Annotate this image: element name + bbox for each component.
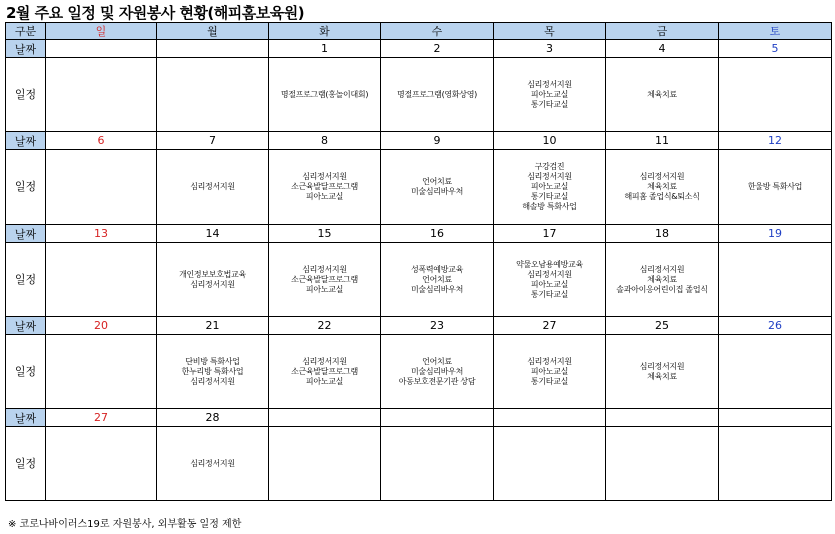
schedule-cell-thu bbox=[494, 427, 606, 501]
schedule-label: 일정 bbox=[6, 427, 46, 501]
schedule-item: 피아노교실 bbox=[305, 376, 344, 386]
schedule-cell-tue bbox=[269, 58, 381, 132]
schedule-item: 심리정서지원 bbox=[527, 269, 572, 279]
schedule-cell-sat bbox=[719, 243, 832, 317]
date-cell-sat: 19 bbox=[719, 225, 832, 243]
date-cell-mon: 28 bbox=[157, 409, 269, 427]
schedule-label: 일정 bbox=[6, 58, 46, 132]
schedule-item: 명절프로그램(홍놀이대회) bbox=[280, 89, 369, 99]
date-cell-fri: 4 bbox=[606, 40, 719, 58]
date-label: 날짜 bbox=[6, 409, 46, 427]
date-cell-wed: 16 bbox=[381, 225, 494, 243]
schedule-cell-mon bbox=[157, 150, 269, 225]
header-day-tue: 화 bbox=[269, 23, 381, 40]
date-cell-fri: 18 bbox=[606, 225, 719, 243]
schedule-item: 통기타교실 bbox=[530, 376, 569, 386]
date-cell-tue bbox=[269, 409, 381, 427]
header-day-thu: 목 bbox=[494, 23, 606, 40]
date-cell-sun: 27 bbox=[46, 409, 157, 427]
schedule-item: 구강검진 bbox=[534, 162, 565, 171]
schedule-item: 피아노교실 bbox=[530, 366, 569, 376]
schedule-item: 심리정서지원 bbox=[639, 172, 685, 181]
date-cell-thu: 27 bbox=[494, 317, 606, 335]
date-cell-sun: 13 bbox=[46, 225, 157, 243]
header-row bbox=[6, 23, 832, 40]
schedule-cell-sun bbox=[46, 150, 157, 225]
schedule-item: 소근육발달프로그램 bbox=[291, 182, 358, 191]
schedule-item: 통기타교실 bbox=[530, 289, 569, 299]
schedule-cell-wed bbox=[381, 243, 494, 317]
date-cell-sun: 20 bbox=[46, 317, 157, 335]
schedule-cell-tue bbox=[269, 335, 381, 409]
date-cell-mon bbox=[157, 40, 269, 58]
date-cell-mon: 7 bbox=[157, 132, 269, 150]
schedule-item: 한울방 특화사업 bbox=[747, 182, 803, 191]
header-day-mon: 월 bbox=[157, 23, 269, 40]
date-cell-tue: 8 bbox=[269, 132, 381, 150]
date-label: 날짜 bbox=[6, 317, 46, 335]
schedule-cell-fri bbox=[606, 335, 719, 409]
schedule-item: 심리정서지원 bbox=[527, 172, 572, 181]
header-day-sat: 토 bbox=[719, 23, 832, 40]
schedule-cell-fri bbox=[606, 427, 719, 501]
schedule-item: 약물오남용예방교육 bbox=[516, 259, 583, 269]
date-label: 날짜 bbox=[6, 132, 46, 150]
date-cell-wed bbox=[381, 409, 494, 427]
schedule-cell-sat bbox=[719, 58, 832, 132]
schedule-item: 심리정서지원 bbox=[190, 458, 235, 468]
schedule-item: 언어치료 bbox=[422, 177, 452, 186]
date-cell-thu: 3 bbox=[494, 40, 606, 58]
page-title: 2월 주요 일정 및 자원봉사 현황(해피홈보육원) bbox=[6, 4, 305, 22]
schedule-item: 심리정서지원 bbox=[527, 356, 572, 366]
schedule-item: 심리정서지원 bbox=[302, 172, 347, 181]
header-day-sun: 일 bbox=[46, 23, 157, 40]
schedule-item: 체육치료 bbox=[647, 274, 677, 284]
schedule-item: 체육치료 bbox=[647, 182, 677, 191]
date-cell-thu: 10 bbox=[494, 132, 606, 150]
schedule-item: 피아노교실 bbox=[530, 89, 569, 99]
schedule-cell-tue bbox=[269, 150, 381, 225]
date-cell-mon: 14 bbox=[157, 225, 269, 243]
schedule-item: 피아노교실 bbox=[305, 284, 344, 294]
footnote: ※ 코로나바이러스19로 자원봉사, 외부활동 일정 제한 bbox=[8, 519, 242, 530]
schedule-item: 해솔방 특화사업 bbox=[522, 202, 577, 211]
date-cell-wed: 9 bbox=[381, 132, 494, 150]
header-day-wed: 수 bbox=[381, 23, 494, 40]
schedule-item: 소근육발달프로그램 bbox=[291, 366, 358, 376]
schedule-item: 심리정서지원 bbox=[190, 279, 235, 289]
schedule-cell-sat bbox=[719, 427, 832, 501]
schedule-cell-sat bbox=[719, 150, 832, 225]
schedule-item: 아동보호전문기관 상담 bbox=[398, 376, 476, 386]
date-row bbox=[6, 409, 832, 427]
schedule-cell-mon bbox=[157, 427, 269, 501]
schedule-item: 언어치료 bbox=[422, 274, 452, 284]
schedule-item: 심리정서지원 bbox=[190, 376, 235, 386]
schedule-cell-thu bbox=[494, 243, 606, 317]
date-label: 날짜 bbox=[6, 225, 46, 243]
schedule-item: 미술심리바우처 bbox=[411, 366, 463, 376]
schedule-item: 단비방 특화사업 bbox=[185, 356, 240, 366]
date-cell-tue: 15 bbox=[269, 225, 381, 243]
schedule-cell-sun bbox=[46, 427, 157, 501]
schedule-item: 성폭력예방교육 bbox=[411, 264, 463, 274]
schedule-item: 소근육발달프로그램 bbox=[291, 274, 358, 284]
schedule-item: 체육치료 bbox=[647, 371, 677, 381]
schedule-item: 명절프로그램(영화상영) bbox=[397, 89, 477, 99]
date-cell-wed: 2 bbox=[381, 40, 494, 58]
schedule-row bbox=[6, 243, 832, 317]
schedule-item: 미술심리바우처 bbox=[411, 284, 463, 294]
date-cell-sat bbox=[719, 409, 832, 427]
schedule-row bbox=[6, 150, 832, 225]
schedule-item: 심리정서지원 bbox=[190, 182, 235, 191]
schedule-cell-fri bbox=[606, 243, 719, 317]
date-row bbox=[6, 132, 832, 150]
schedule-table bbox=[5, 22, 832, 501]
date-cell-fri bbox=[606, 409, 719, 427]
schedule-item: 솔과아이응어린이집 졸업식 bbox=[616, 284, 708, 294]
schedule-item: 체육치료 bbox=[647, 89, 677, 99]
schedule-cell-wed bbox=[381, 427, 494, 501]
date-cell-sat: 12 bbox=[719, 132, 832, 150]
schedule-item: 피아노교실 bbox=[530, 182, 569, 191]
schedule-cell-sun bbox=[46, 335, 157, 409]
schedule-cell-sun bbox=[46, 58, 157, 132]
date-label: 날짜 bbox=[6, 40, 46, 58]
schedule-label: 일정 bbox=[6, 150, 46, 225]
date-row bbox=[6, 317, 832, 335]
schedule-cell-sun bbox=[46, 243, 157, 317]
schedule-item: 미술심리바우처 bbox=[411, 187, 463, 196]
date-cell-tue: 1 bbox=[269, 40, 381, 58]
schedule-item: 피아노교실 bbox=[305, 192, 344, 201]
schedule-item: 피아노교실 bbox=[530, 279, 569, 289]
schedule-item: 언어치료 bbox=[422, 356, 452, 366]
schedule-row bbox=[6, 335, 832, 409]
schedule-item: 심리정서지원 bbox=[639, 361, 685, 371]
schedule-item: 심리정서지원 bbox=[527, 79, 572, 89]
schedule-cell-fri bbox=[606, 58, 719, 132]
date-cell-mon: 21 bbox=[157, 317, 269, 335]
schedule-label: 일정 bbox=[6, 335, 46, 409]
date-cell-thu: 17 bbox=[494, 225, 606, 243]
schedule-item: 한누리방 특화사업 bbox=[181, 366, 244, 376]
date-cell-fri: 25 bbox=[606, 317, 719, 335]
schedule-cell-thu bbox=[494, 335, 606, 409]
date-cell-sat: 5 bbox=[719, 40, 832, 58]
schedule-item: 심리정서지원 bbox=[302, 264, 347, 274]
schedule-row bbox=[6, 58, 832, 132]
schedule-item: 심리정서지원 bbox=[302, 356, 347, 366]
schedule-row bbox=[6, 427, 832, 501]
schedule-cell-mon bbox=[157, 243, 269, 317]
schedule-cell-tue bbox=[269, 427, 381, 501]
date-row bbox=[6, 40, 832, 58]
date-cell-wed: 23 bbox=[381, 317, 494, 335]
schedule-cell-wed bbox=[381, 58, 494, 132]
schedule-item: 통기타교실 bbox=[530, 99, 569, 109]
date-cell-thu bbox=[494, 409, 606, 427]
date-cell-fri: 11 bbox=[606, 132, 719, 150]
schedule-cell-sat bbox=[719, 335, 832, 409]
schedule-item: 해피홈 졸업식&퇴소식 bbox=[624, 192, 700, 201]
header-day-fri: 금 bbox=[606, 23, 719, 40]
schedule-cell-thu bbox=[494, 58, 606, 132]
date-cell-sun bbox=[46, 40, 157, 58]
date-cell-sat: 26 bbox=[719, 317, 832, 335]
date-row bbox=[6, 225, 832, 243]
header-label: 구분 bbox=[6, 23, 46, 40]
date-cell-tue: 22 bbox=[269, 317, 381, 335]
schedule-cell-fri bbox=[606, 150, 719, 225]
schedule-cell-mon bbox=[157, 335, 269, 409]
schedule-cell-thu bbox=[494, 150, 606, 225]
schedule-item: 통기타교실 bbox=[530, 192, 569, 201]
schedule-item: 개인정보보호법교육 bbox=[179, 269, 246, 279]
schedule-item: 심리정서지원 bbox=[639, 264, 685, 274]
date-cell-sun: 6 bbox=[46, 132, 157, 150]
schedule-cell-mon bbox=[157, 58, 269, 132]
schedule-cell-wed bbox=[381, 150, 494, 225]
schedule-cell-tue bbox=[269, 243, 381, 317]
schedule-label: 일정 bbox=[6, 243, 46, 317]
schedule-cell-wed bbox=[381, 335, 494, 409]
